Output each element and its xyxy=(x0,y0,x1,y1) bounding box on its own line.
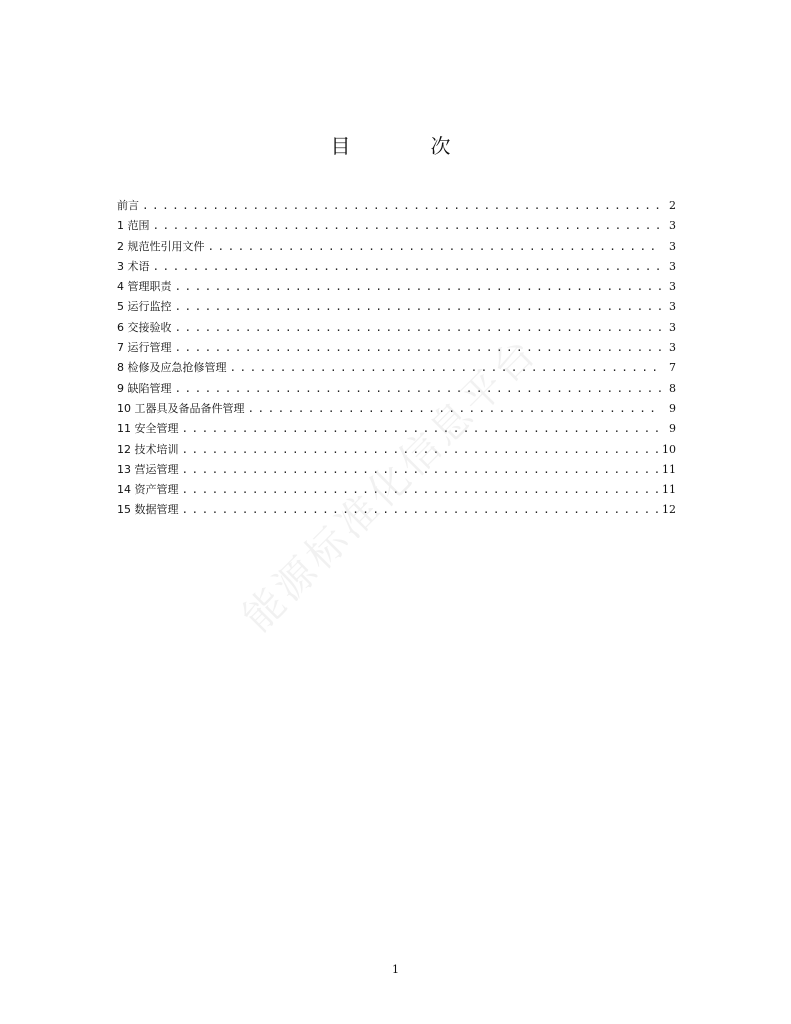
toc-entry-page: 11 xyxy=(662,462,676,476)
toc-entry-label: 5 运行监控 xyxy=(117,300,172,314)
toc-entry-page: 10 xyxy=(662,442,676,456)
toc-entry-label: 8 检修及应急抢修管理 xyxy=(117,361,227,375)
toc-entry[interactable] xyxy=(117,318,676,338)
toc-entry[interactable] xyxy=(117,440,676,460)
toc-leader-dots xyxy=(142,196,662,216)
page-title: 目 次 xyxy=(330,134,481,158)
toc-entry[interactable] xyxy=(117,460,676,480)
toc-entry[interactable] xyxy=(117,419,676,439)
table-of-contents xyxy=(117,196,676,521)
toc-entry-page: 3 xyxy=(669,280,676,294)
toc-entry[interactable] xyxy=(117,196,676,216)
toc-entry[interactable] xyxy=(117,338,676,358)
toc-entry-label: 1 范围 xyxy=(117,219,150,233)
toc-entry-label: 10 工器具及备品备件管理 xyxy=(117,401,245,415)
toc-entry-page: 9 xyxy=(669,422,676,436)
toc-leader-dots xyxy=(175,379,663,399)
toc-entry[interactable] xyxy=(117,399,676,419)
toc-entry-page: 3 xyxy=(669,300,676,314)
toc-leader-dots xyxy=(175,338,663,358)
toc-entry-label: 2 规范性引用文件 xyxy=(117,239,205,253)
toc-leader-dots xyxy=(182,440,659,460)
toc-entry-label: 15 数据管理 xyxy=(117,503,179,517)
toc-leader-dots xyxy=(230,358,663,378)
toc-entry[interactable] xyxy=(117,297,676,317)
toc-entry[interactable] xyxy=(117,237,676,257)
toc-leader-dots xyxy=(182,460,659,480)
toc-leader-dots xyxy=(182,419,663,439)
toc-entry-label: 4 管理职责 xyxy=(117,280,172,294)
toc-entry[interactable] xyxy=(117,379,676,399)
toc-leader-dots xyxy=(175,297,663,317)
toc-entry-label: 11 安全管理 xyxy=(117,422,179,436)
toc-leader-dots xyxy=(153,216,663,236)
toc-entry[interactable] xyxy=(117,480,676,500)
toc-leader-dots xyxy=(182,480,659,500)
toc-leader-dots xyxy=(175,318,663,338)
toc-entry-page: 9 xyxy=(669,401,676,415)
toc-entry-label: 13 营运管理 xyxy=(117,462,179,476)
toc-entry-page: 7 xyxy=(669,361,676,375)
page-number: 1 xyxy=(392,963,399,976)
toc-entry[interactable] xyxy=(117,277,676,297)
toc-entry-page: 3 xyxy=(669,239,676,253)
toc-entry-page: 3 xyxy=(669,320,676,334)
toc-entry[interactable] xyxy=(117,500,676,520)
toc-leader-dots xyxy=(182,500,659,520)
toc-entry-label: 14 资产管理 xyxy=(117,483,179,497)
toc-entry-page: 2 xyxy=(669,199,676,212)
toc-entry-page: 3 xyxy=(669,219,676,233)
toc-entry[interactable] xyxy=(117,358,676,378)
toc-entry-label: 12 技术培训 xyxy=(117,442,179,456)
toc-entry-label: 7 运行管理 xyxy=(117,341,172,355)
toc-leader-dots xyxy=(175,277,663,297)
toc-entry-label: 前言 xyxy=(117,199,139,212)
toc-entry-label: 6 交接验收 xyxy=(117,320,172,334)
toc-entry-page: 3 xyxy=(669,341,676,355)
toc-entry-page: 12 xyxy=(662,503,676,517)
toc-leader-dots xyxy=(208,237,663,257)
toc-leader-dots xyxy=(248,399,663,419)
toc-entry-page: 3 xyxy=(669,259,676,273)
toc-entry-label: 9 缺陷管理 xyxy=(117,381,172,395)
toc-leader-dots xyxy=(153,257,663,277)
toc-entry-page: 11 xyxy=(662,483,676,497)
toc-entry-page: 8 xyxy=(669,381,676,395)
toc-entry-label: 3 术语 xyxy=(117,259,150,273)
watermark: 能源标准化信息平台 xyxy=(234,328,547,641)
toc-entry[interactable] xyxy=(117,257,676,277)
toc-entry[interactable] xyxy=(117,216,676,236)
